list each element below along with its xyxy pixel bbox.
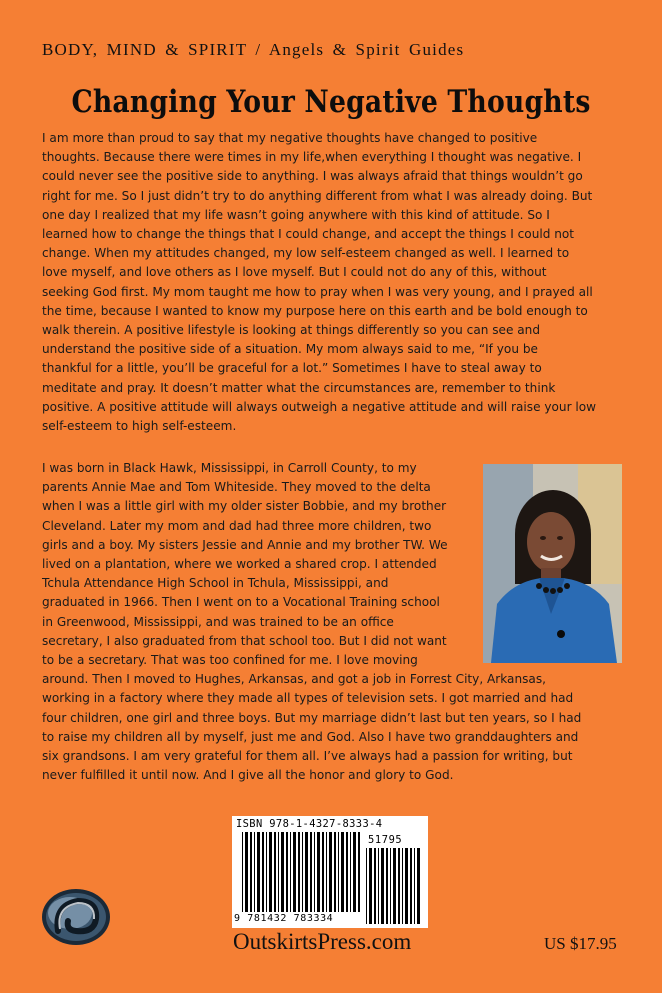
paragraph-line: Cleveland. Later my mom and dad had three more children, two	[42, 518, 432, 533]
paragraph-line: secretary, I also graduated from that school too. But I did not want	[42, 633, 447, 648]
barcode-bar	[293, 832, 296, 912]
barcode-bar	[269, 832, 272, 912]
barcode-bar	[290, 832, 291, 912]
barcode-bar	[305, 832, 308, 912]
paragraph-line: one day I realized that my life wasn’t going anywhere with this kind of attitude. So I	[42, 207, 550, 222]
author-portrait-illustration	[483, 464, 622, 663]
paragraph-line: four children, one girl and three boys. But my marriage didn’t last but ten years, so I had	[42, 710, 582, 725]
paragraph-line: Tchula Attendance High School in Tchula, Mississippi, and	[42, 576, 389, 591]
barcode-bar	[381, 848, 384, 924]
barcode-bar	[414, 848, 415, 924]
barcode-bar	[281, 832, 284, 912]
paragraph-line: I am more than proud to say that my negative thoughts have changed to positive	[42, 131, 538, 145]
barcode-addon-digits: 51795	[368, 834, 403, 846]
barcode-bar	[298, 832, 300, 912]
barcode-bar	[374, 848, 376, 924]
barcode-bar	[242, 832, 243, 912]
paragraph-line: walk therein. A positive lifestyle is looking at things differently so you can see and	[42, 323, 541, 338]
barcode-bar	[329, 832, 332, 912]
barcode-bar	[390, 848, 391, 924]
barcode-bar	[257, 832, 260, 912]
paragraph-line: when I was a little girl with my older sister Bobbie, and my brother	[42, 499, 447, 514]
barcode-bar	[341, 832, 344, 912]
barcode-bar	[310, 832, 312, 912]
paragraph-line: thoughts. Because there were times in my life,when everything I thought was negative. I	[42, 150, 582, 165]
barcode-bar	[402, 848, 403, 924]
book-category: BODY, MIND & SPIRIT / Angels & Spirit Guides	[42, 40, 465, 59]
barcode-bar	[254, 832, 255, 912]
paragraph-line: I was born in Black Hawk, Mississippi, in Carroll County, to my	[42, 461, 417, 475]
barcode-bar	[245, 832, 248, 912]
barcode-bar	[378, 848, 379, 924]
paragraph-line: around. Then I moved to Hughes, Arkansas, and got a job in Forrest City, Arkansas,	[42, 672, 546, 687]
paragraph-line: could never see the positive side to anything. I was always afraid that things wouldn’t go	[42, 169, 583, 184]
publisher-swirl-logo-icon	[40, 887, 112, 952]
barcode-bar	[262, 832, 264, 912]
barcode-bar	[278, 832, 279, 912]
barcode-bar	[338, 832, 339, 912]
barcode-bar	[358, 832, 360, 912]
paragraph-line: never fulfilled it until now. And I give all the honor and glory to God.	[42, 768, 454, 783]
barcode-bar	[334, 832, 336, 912]
barcode-bar	[386, 848, 388, 924]
publisher-website: OutskirtsPress.com	[233, 929, 412, 954]
barcode-ean-digits: 9 781432 783334	[234, 913, 334, 924]
paragraph-line: learned how to change the things that I could change, and accept the things I could not	[42, 227, 575, 242]
barcode-bar	[405, 848, 408, 924]
paragraph-line: parents Annie Mae and Tom Whiteside. They moved to the delta	[42, 480, 431, 495]
paragraph-line: lived on a plantation, where we worked a shared crop. I attended	[42, 557, 437, 572]
barcode-bar	[317, 832, 320, 912]
barcode-bar	[353, 832, 356, 912]
barcode-bar	[398, 848, 400, 924]
paragraph-line: working in a factory where they made all types of television sets. I got married and had	[42, 691, 574, 706]
barcode-bar	[350, 832, 351, 912]
paragraph-line: understand the positive side of a situation. My mom always said to me, “If you be	[42, 342, 538, 357]
paragraph-line: in Greenwood, Mississippi, and was trained to be an office	[42, 614, 394, 629]
paragraph-line: thankful for a little, you’ll be graceful for a lot.” Sometimes I have to steal away to	[42, 361, 542, 376]
description-paragraph	[42, 129, 624, 436]
barcode-bar	[250, 832, 252, 912]
paragraph-line: right for me. So I just didn’t try to do anything different from what I was already doing. But	[42, 188, 593, 203]
book-title: Changing Your Negative Thoughts	[71, 84, 591, 120]
paragraph-line: seeking God first. My mom taught me how to pray when I was very young, and I prayed all	[42, 284, 593, 299]
paragraph-line: six grandsons. I am very grateful for them all. I’ve always had a passion for writing, but	[42, 749, 573, 764]
paragraph-line: the time, because I wanted to know my purpose here on this earth and be bold enough to	[42, 303, 588, 318]
paragraph-line: positive. A positive attitude will always outweigh a negative attitude and will raise your low	[42, 399, 597, 414]
paragraph-line: meditate and pray. It doesn’t matter what the circumstances are, remember to think	[42, 380, 556, 395]
paragraph-line: change. When my attitudes changed, my low self-esteem changed as well. I learned to	[42, 246, 570, 261]
barcode-bar	[314, 832, 315, 912]
barcode-bar	[326, 832, 327, 912]
paragraph-line: to be a secretary. That was too confined for me. I love moving	[42, 653, 418, 668]
barcode-bar	[274, 832, 276, 912]
barcode-bar	[410, 848, 412, 924]
book-price: US $17.95	[544, 934, 617, 953]
barcode-bar	[417, 848, 420, 924]
barcode-block	[232, 816, 428, 928]
barcode-bar	[346, 832, 348, 912]
barcode-bar	[286, 832, 288, 912]
barcode-bar	[366, 848, 367, 924]
barcode-bar	[322, 832, 324, 912]
paragraph-line: girls and a boy. My sisters Jessie and Annie and my brother TW. We	[42, 537, 448, 552]
barcode-bars	[232, 816, 428, 928]
barcode-bar	[369, 848, 372, 924]
author-photo	[483, 464, 622, 663]
barcode-bar	[393, 848, 396, 924]
isbn-label: ISBN 978-1-4327-8333-4	[236, 818, 383, 830]
paragraph-line: love myself, and love others as I love myself. But I could not do any of this, without	[42, 265, 547, 280]
paragraph-line: to raise my children all by myself, just me and God. Also I have two granddaughters and	[42, 729, 579, 744]
paragraph-line: self-esteem to high self-esteem.	[42, 419, 237, 434]
paragraph-line: graduated in 1966. Then I went on to a Vocational Training school	[42, 595, 440, 610]
barcode-bar	[266, 832, 267, 912]
barcode-bar	[302, 832, 303, 912]
